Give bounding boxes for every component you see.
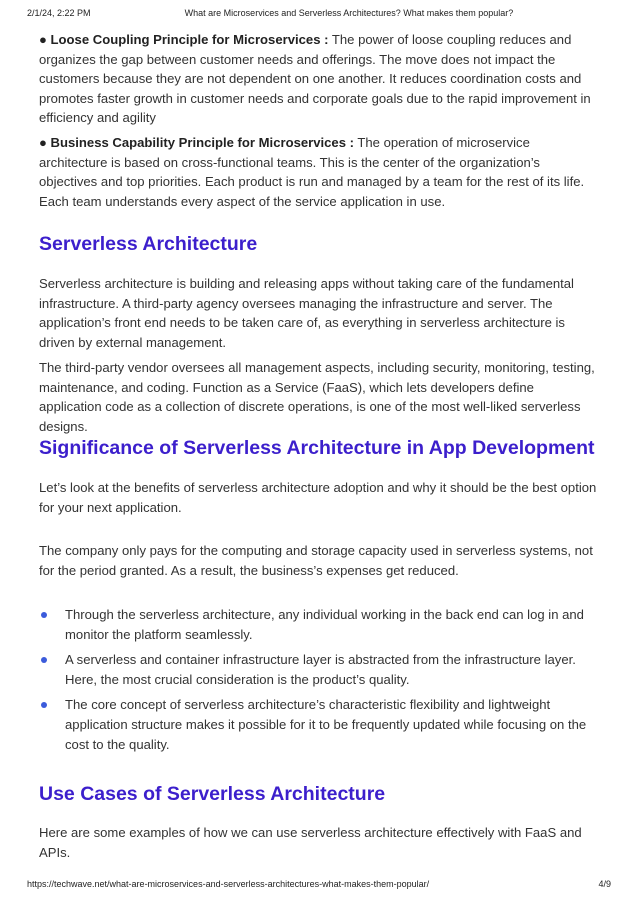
benefits-list	[39, 605, 597, 754]
significance-heading: Significance of Serverless Architecture in App Development	[39, 437, 595, 459]
business-capability-lead: ● Business Capability Principle for Microservices :	[39, 135, 354, 150]
list-item	[39, 605, 597, 644]
serverless-paragraph-1: Serverless architecture is building and releasing apps without taking care of the fundamental infrastructure. A third-party agency oversees managing the infrastructure and server. The application’s front end needs to be taken care of, as everything in serverless architecture is driven by external management.	[39, 276, 574, 350]
page-url-link[interactable]: https://techwave.net/what-are-microservices-and-serverless-architectures-what-makes-them-popular/	[27, 879, 430, 889]
print-footer	[27, 879, 611, 893]
list-item-text: A serverless and container infrastructure layer is abstracted from the infrastructure layer. Here, the most crucial consideration is the product’s quality.	[65, 652, 576, 687]
serverless-heading: Serverless Architecture	[39, 233, 258, 255]
list-item	[39, 650, 597, 689]
serverless-paragraph-2: The third-party vendor oversees all management aspects, including security, monitoring, testing, maintenance, and coding. Function as a Service (FaaS), which lets developers define application code as a collection of discrete operations, is one of the most well-liked serverless designs.	[39, 360, 595, 434]
bullet-dot-icon	[41, 612, 47, 618]
significance-paragraph-2: The company only pays for the computing and storage capacity used in serverless systems, not for the period granted. As a result, the business’s expenses get reduced.	[39, 543, 593, 578]
print-header	[27, 8, 611, 22]
bullet-dot-icon	[41, 702, 47, 708]
page-number: 4/9	[598, 879, 611, 889]
use-cases-paragraph: Here are some examples of how we can use serverless architecture effectively with FaaS and APIs.	[39, 825, 582, 860]
list-item-text: The core concept of serverless architecture’s characteristic flexibility and lightweight application structure makes it possible for it to be frequently updated while focusing on the cost to the quality.	[65, 697, 587, 752]
list-item-text: Through the serverless architecture, any individual working in the back end can log in and monitor the platform seamlessly.	[65, 607, 584, 642]
significance-paragraph-1: Let’s look at the benefits of serverless architecture adoption and why it should be the best option for your next application.	[39, 480, 597, 515]
business-capability-paragraph	[39, 133, 597, 211]
loose-coupling-lead: ● Loose Coupling Principle for Microservices :	[39, 32, 329, 47]
list-item	[39, 695, 597, 754]
print-date: 2/1/24, 2:22 PM	[27, 8, 91, 18]
loose-coupling-paragraph	[39, 30, 597, 128]
loose-coupling-text: The power of loose coupling reduces and organizes the gap between customer needs and offerings. The move does not impact the customers because they are not dependent on one another. It reduces coordination costs and promotes faster growth in customer needs and corporate goals due to the rapid improvement in efficiency and agility	[39, 32, 591, 126]
use-cases-heading: Use Cases of Serverless Architecture	[39, 783, 386, 805]
business-capability-text: The operation of microservice architecture is based on cross-functional teams. This is the center of the organization’s objectives and top priorities. Each product is run and managed by a team for the rest of its life. Each team understands every aspect of the service application in use.	[39, 135, 585, 209]
bullet-dot-icon	[41, 657, 47, 663]
print-page-title: What are Microservices and Serverless Architectures? What makes them popular?	[184, 8, 514, 18]
